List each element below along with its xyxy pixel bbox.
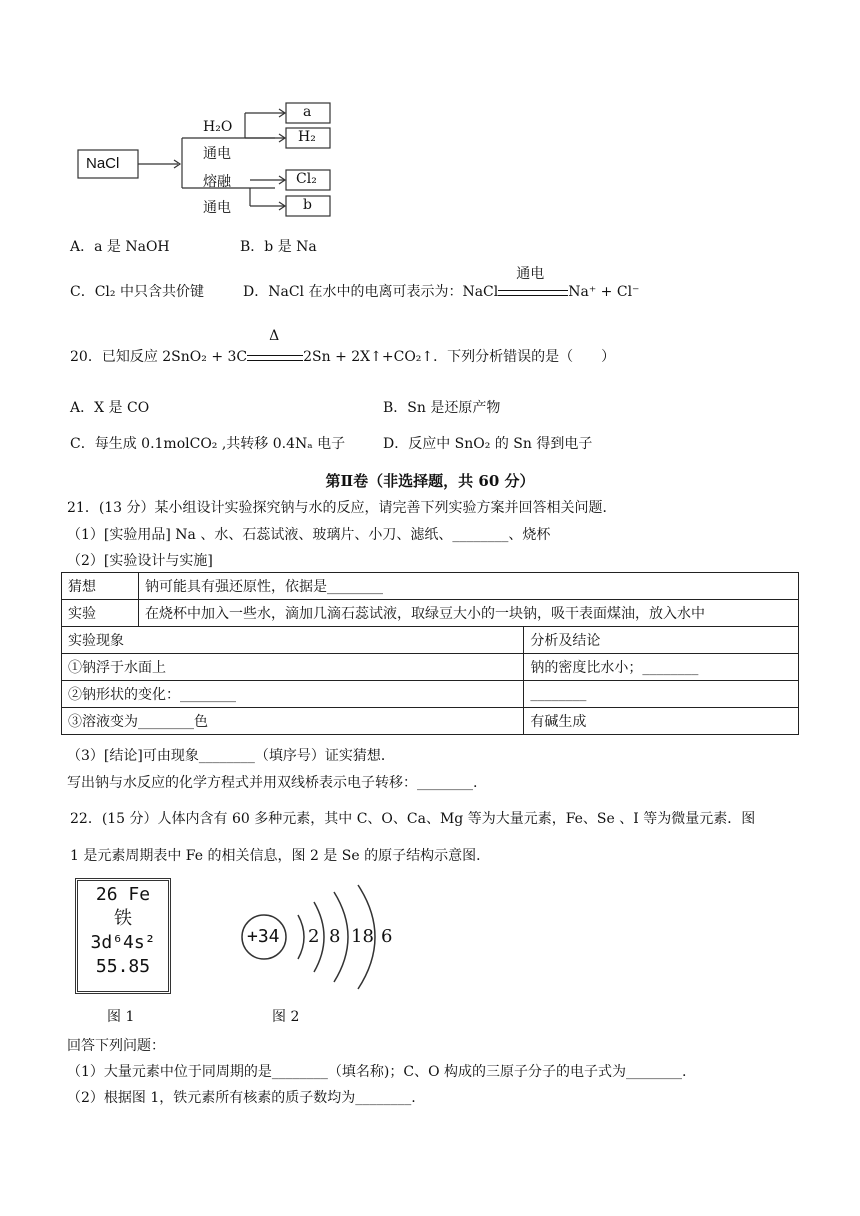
table-row [62,600,799,627]
q21-part3: （3）[结论]可由现象________（填序号）证实猜想． [67,748,395,764]
table-cell: ②钠形状的变化：________ [62,681,524,708]
q20-stem-pre: 20．已知反应 2SnO₂ + 3C [70,349,248,365]
q22-part1: （1）大量元素中位于同周期的是________（填名称)；C、O 构成的三原子分子的电子式为________. [67,1064,687,1080]
q20-stem-post: 2Sn + 2X↑+CO₂↑．下列分析错误的是（ ） [303,349,616,365]
section-title: 第Ⅱ卷（非选择题，共 60 分） [325,472,535,490]
figure1-caption: 图 1 [107,1009,135,1025]
figure2-atom-structure [238,880,408,990]
q19-option-d [243,266,640,301]
table-row [62,654,799,681]
heat-symbol: Δ [269,328,280,344]
top-condition-electrify: 通电 [203,146,231,162]
table-cell: ③溶液变为________色 [62,708,524,735]
q21-part4: 写出钠与水反应的化学方程式并用双线桥表示电子转移：________. [67,775,478,791]
q22-answer-prompt: 回答下列问题： [67,1038,165,1054]
nucleus-charge: +34 [247,926,280,947]
table-row [62,573,799,600]
q19-option-d-pre: D．NaCl 在水中的电离可表示为：NaCl [243,284,499,300]
table-row [62,681,799,708]
product-box-b: b [303,197,312,213]
fe-mass: 55.85 [95,956,151,977]
q21-part1: （1）[实验用品] Na 、水、石蕊试液、玻璃片、小刀、滤纸、________、烧杯 [67,527,551,543]
fe-element-box [75,878,171,994]
product-box-a: a [303,104,312,120]
experiment-table [61,572,799,735]
shell-3-electrons: 18 [351,926,374,947]
table-cell: ①钠浮于水面上 [62,654,524,681]
table-cell: 钠可能具有强还原性，依据是________ [139,573,799,600]
table-row [62,708,799,735]
fe-number-symbol: 26 Fe [95,884,151,905]
electrolysis-equals [498,266,568,299]
electrolysis-diagram [70,98,350,223]
nacl-label: NaCl [86,155,120,172]
shell-1-electrons: 2 [308,926,320,947]
q19-option-c: C．Cl₂ 中只含共价键 [70,284,204,300]
top-condition-water: H₂O [203,119,233,135]
figure2-caption: 图 2 [272,1009,300,1025]
q21-part2: （2）[实验设计与实施] [67,553,213,569]
electrolysis-condition: 通电 [516,266,545,282]
product-box-cl2: Cl₂ [296,171,317,187]
shell-4-electrons: 6 [381,926,393,947]
table-cell: 钠的密度比水小；________ [524,654,799,681]
shell-2-electrons: 8 [329,926,341,947]
q21-stem: 21．(13 分）某小组设计实验探究钠与水的反应，请完善下列实验方案并回答相关问题． [67,500,617,516]
table-header-row [62,627,799,654]
q19-option-b: B．b 是 Na [240,239,317,255]
q19-option-d-post: Na⁺ + Cl⁻ [568,284,640,300]
table-cell: 有碱生成 [524,708,799,735]
q20-option-a: A．X 是 CO [70,400,150,416]
table-cell: 在烧杯中加入一些水，滴加几滴石蕊试液，取绿豆大小的一块钠，吸干表面煤油，放入水中 [139,600,799,627]
q22-stem-line2: 1 是元素周期表中 Fe 的相关信息，图 2 是 Se 的原子结构示意图． [70,848,491,864]
bottom-condition-electrify: 通电 [203,200,231,216]
q22-part2: （2）根据图 1，铁元素所有核素的质子数均为________. [67,1090,416,1106]
table-header: 实验现象 [62,627,524,654]
q20-stem [70,328,616,366]
heat-equals [247,328,303,364]
table-cell: 猜想 [62,573,139,600]
bottom-condition-molten: 熔融 [203,174,231,190]
q20-option-b: B．Sn 是还原产物 [383,400,501,416]
q22-stem-line1: 22．(15 分）人体内含有 60 多种元素，其中 C、O、Ca、Mg 等为大量元素，Fe、Se 、I 等为微量元素．图 [70,811,756,827]
table-cell: 实验 [62,600,139,627]
fe-name: 铁 [114,908,132,929]
product-box-h2: H₂ [298,129,316,145]
q20-option-c: C．每生成 0.1molCO₂ ,共转移 0.4Nₐ 电子 [70,436,346,452]
table-header: 分析及结论 [524,627,799,654]
q20-option-d: D．反应中 SnO₂ 的 Sn 得到电子 [383,436,593,452]
q19-option-a: A．a 是 NaOH [70,239,170,255]
fe-config: 3d⁶4s² [90,932,156,953]
figure1-periodic-cell [75,878,171,994]
table-cell: ________ [524,681,799,708]
